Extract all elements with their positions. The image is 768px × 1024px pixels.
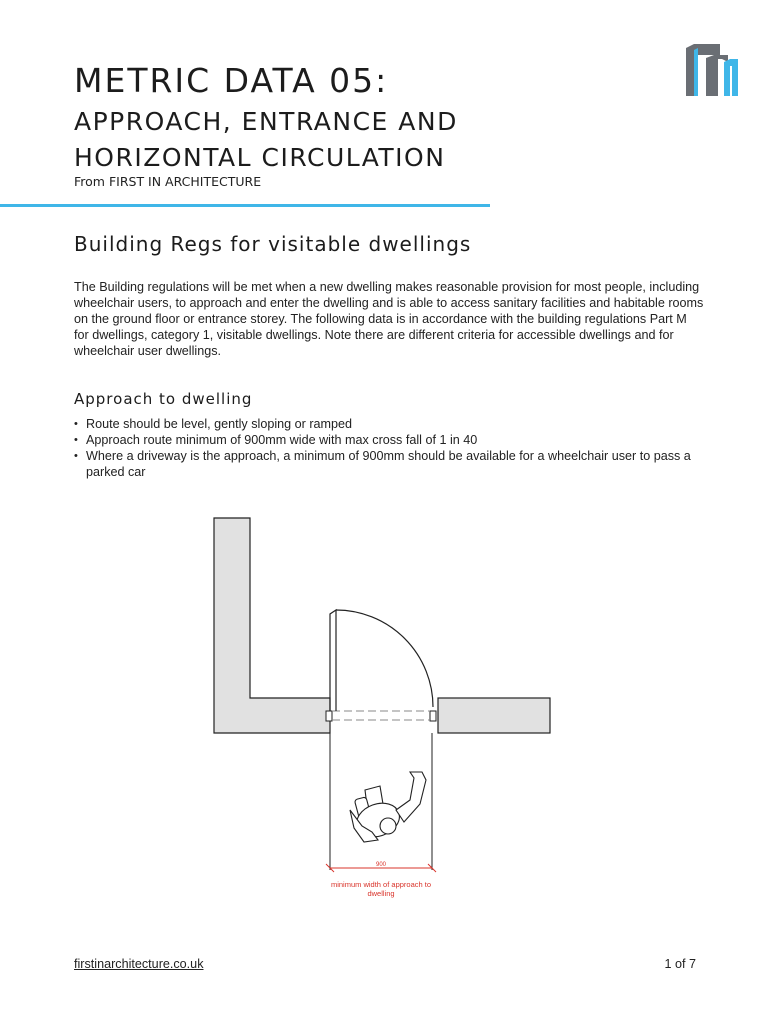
bullet-list <box>74 416 694 480</box>
right-wall <box>438 698 550 733</box>
wheelchair-user-icon <box>350 772 426 843</box>
door-swing-arc <box>336 610 433 707</box>
door-leaf <box>330 610 336 711</box>
approach-plan-drawing <box>160 510 630 905</box>
title-line-3-text: HORIZONTAL CIRCULATION <box>74 143 446 172</box>
dimension-value: 900 <box>375 862 387 868</box>
section-heading: Building Regs for visitable dwellings <box>74 232 472 256</box>
drawing-caption-line-2: dwelling <box>367 889 395 898</box>
drawing-caption-line-1: minimum width of approach to <box>330 880 432 889</box>
list-item: • Approach route minimum of 900mm wide with max cross fall of 1 in 40 <box>74 432 694 448</box>
intro-paragraph: The Building regulations will be met when a new dwelling makes reasonable provision for most people, including wheelchair users, to approach and enter the dwelling and is able to access sanitary facilities and habitable rooms on the ground floor or entrance storey. The following data is in accordance with the building regulations Part M for dwellings, category 1, visitable dwellings. Note there are different criteria for accessible dwellings and for wheelchair user dwellings. <box>74 280 704 358</box>
brand-logo-icon <box>684 42 742 96</box>
page-number: 1 of 7 <box>664 957 696 971</box>
subsection-heading: Approach to dwelling <box>74 390 253 408</box>
website-link[interactable]: firstinarchitecture.co.uk <box>74 957 204 971</box>
header-divider <box>0 204 490 207</box>
list-item: • Where a driveway is the approach, a minimum of 900mm should be available for a wheelchair user to pass a parked car <box>74 448 694 480</box>
list-item: • Route should be level, gently sloping or ramped <box>74 416 694 432</box>
page-title-line-2 <box>74 104 458 176</box>
title-line-2-text: APPROACH, ENTRANCE AND <box>74 107 458 136</box>
page-title: METRIC DATA 05: <box>74 61 389 100</box>
page-subtitle: From FIRST IN ARCHITECTURE <box>74 174 262 189</box>
left-wall <box>214 518 330 733</box>
